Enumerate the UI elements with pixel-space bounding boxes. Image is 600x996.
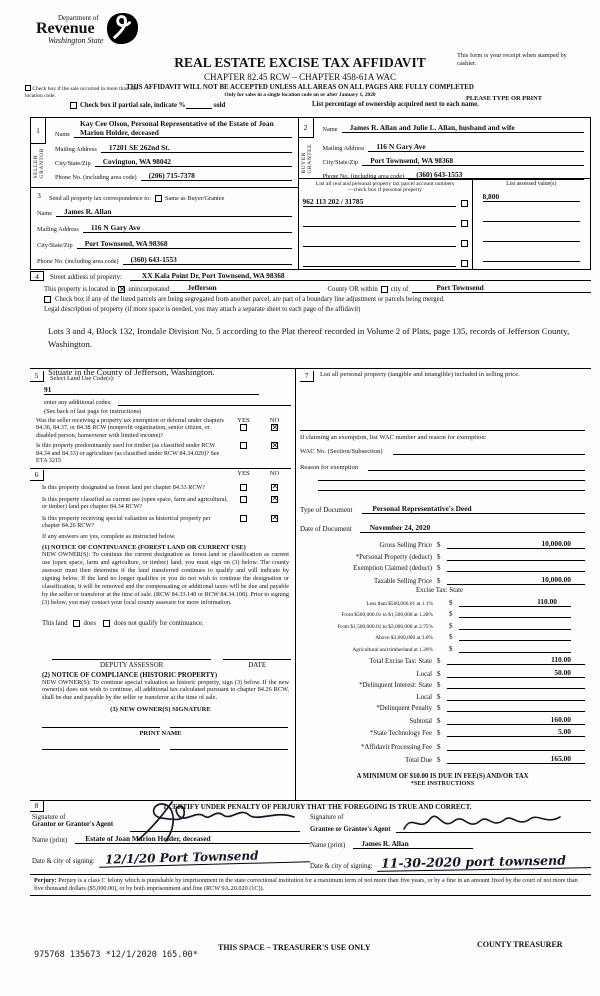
money-2-amount[interactable] — [447, 563, 585, 572]
partial-sale-percent-field[interactable] — [186, 101, 212, 109]
q5-no-header: NO — [269, 417, 280, 424]
if-yes-note: If any answers are yes, complete as instructed below. — [42, 533, 176, 541]
money-0-amount[interactable]: 10,000.00 — [447, 539, 585, 549]
q6-3-no-checkbox[interactable] — [271, 515, 278, 522]
section-8-number: 8 — [30, 801, 44, 812]
grantee-date-city-value[interactable]: 11-30-2020 port townsend — [377, 852, 592, 872]
parcel-row-3[interactable] — [303, 258, 456, 267]
money-15-label: Subtotal — [409, 717, 432, 725]
deputy-date-line[interactable] — [223, 659, 291, 660]
grantor-agent-label: Grantor or Grantor's Agent — [32, 821, 114, 828]
segregated-label: Check box if any of the listed parcels are being segregated from another parcel, are part of a boundary line adjustment or parcels being merged. — [55, 296, 445, 303]
grantee-agent-label: Grantee or Grantee's Agent — [310, 826, 391, 833]
s2-csz-label: City/State/Zip — [322, 159, 359, 166]
money-14-label: *Delinquent Penalty — [376, 705, 432, 712]
parties-box — [30, 117, 591, 270]
s2-name-label: Name — [322, 126, 338, 133]
revenue-swirl-icon — [106, 12, 139, 50]
money-3-label: Taxable Selling Price — [373, 577, 432, 585]
money-5-label: Less than $500,000.01 at 1.1% — [366, 600, 433, 607]
money-10-amount[interactable]: 110.00 — [447, 655, 585, 665]
money-15-amount[interactable]: 160.00 — [447, 715, 585, 725]
section-1-seller — [31, 118, 298, 188]
grantor-signature-of-label: Signature of — [32, 814, 66, 821]
section-4-number: 4 — [30, 271, 44, 281]
money-9-label: Agricultural and timberland at 1.28% — [352, 646, 433, 653]
partial-sale-sold-label: sold — [213, 102, 226, 109]
s3-mailing-label: Mailing Address — [37, 226, 79, 233]
treasurer-space-label: THIS SPACE – TREASURER'S USE ONLY — [218, 943, 371, 952]
legal-description-text[interactable]: Lots 3 and 4, Block 132, Irondale Division No. 5 according to the Plat thereof recorded in Volume 2 of Plats, page 135, records of Jefferson County, Washington. — [48, 326, 570, 349]
additional-codes-value[interactable] — [118, 398, 291, 406]
q5-2-text: Is this property predominantly used for timber (as classified under RCW 84.34 and 84.33) or agriculture (as classified under RCW 84.34.020)? See ETA 3215 — [36, 442, 220, 465]
section-7-header — [300, 371, 585, 382]
logo-revenue-text: Revenue — [36, 20, 95, 37]
s3-csz-label: City/State/Zip — [37, 242, 73, 249]
city-value[interactable]: Port Townsend — [412, 283, 591, 293]
doc-date-value[interactable]: November 24, 2020 — [360, 523, 585, 533]
money-12-label: *Delinquent Interest: State — [359, 682, 432, 689]
land-use-value[interactable]: 91 — [44, 385, 259, 395]
land-does-not-label: does not qualify for continuance. — [113, 619, 204, 627]
new-owner-signature-line-2[interactable] — [170, 727, 288, 728]
deputy-date-label: DATE — [248, 660, 267, 669]
form-title: REAL ESTATE EXCISE TAX AFFIDAVIT — [174, 55, 426, 70]
money-2-label: Exemption Claimed (deduct) — [353, 565, 432, 572]
form-chapter: CHAPTER 82.45 RCW – CHAPTER 458-61A WAC — [204, 72, 396, 82]
partial-sale-checkbox[interactable] — [70, 102, 77, 109]
new-owner-print-line-2[interactable] — [170, 749, 288, 750]
land-does-checkbox[interactable] — [73, 620, 80, 627]
money-10-label: Total Excise Tax: State — [369, 658, 432, 665]
s2-mailing-value[interactable]: 116 N Gary Ave — [368, 142, 584, 152]
money-6-label: From $500,000.01 to $1,500,000 at 1.28% — [341, 612, 433, 618]
s1-csz-label: City/State/Zip — [55, 160, 91, 167]
s1-name-line1[interactable]: Kay Cee Olson, Personal Representative of the Estate of Joan — [80, 119, 274, 128]
s3-name-value[interactable]: James R. Allan — [56, 207, 291, 217]
grantor-name-print-value[interactable]: Estate of Joan Marion Holder, deceased — [75, 834, 310, 844]
q6-no-header: NO — [269, 469, 280, 477]
q6-3-yes-checkbox[interactable] — [240, 515, 247, 522]
reason-extra-line-1[interactable] — [318, 480, 585, 481]
county-treasurer-label: COUNTY TREASURER — [477, 940, 563, 949]
receipt-note: This form is your receipt when stamped by cashier. — [457, 52, 567, 68]
buyer-grantee-side-label: BUYER GRANTEE — [300, 144, 313, 174]
notice-continuance-heading: (1) NOTICE OF CONTINUANCE (FOREST LAND OR CURRENT USE) — [42, 544, 246, 552]
q5-1-no-checkbox[interactable] — [271, 424, 278, 431]
deputy-assessor-signature-line[interactable] — [52, 659, 211, 660]
grantee-signature-of-label: Signature of — [310, 814, 344, 821]
s3-phone-label: Phone No. (including area code) — [37, 258, 119, 265]
same-as-buyer-label: Same as Buyer/Grantee — [164, 195, 225, 202]
street-address-label: Street address of property: — [50, 274, 122, 281]
notice-compliance-body: NEW OWNER(S): To continue special valuation as historic property, sign (3) below. If the new owner(s) does not wish to continue, all additional tax calculated pursuant to chapter 84.26 RCW, shall be due and payable by the seller or transferor at the time of sale. — [42, 678, 289, 702]
treasurer-stamp: 975768 135673 *12/1/2020 165.00* — [34, 950, 198, 960]
personal-property-blank-area[interactable] — [300, 382, 585, 430]
grantor-date-city-label: Date & city of signing: — [32, 858, 95, 865]
money-7-amount[interactable] — [459, 621, 571, 630]
notice-compliance-heading: (2) NOTICE OF COMPLIANCE (HISTORIC PROPERTY) — [42, 671, 218, 679]
grantee-name-print-label: Name (print) — [310, 842, 346, 849]
q5-2-no-checkbox[interactable] — [271, 442, 278, 449]
multi-location-label: Check box if the sale occurred in more than one location code. — [25, 86, 138, 99]
s1-name-line2[interactable]: Marion Holder, deceased — [74, 128, 291, 138]
s1-name-label: Name — [55, 131, 71, 138]
q6-3-text: Is this property receiving special valuation as historical property per chapter 84.26 RCW? — [42, 514, 211, 529]
ownership-note: List percentage of ownership acquired next to each name. — [312, 101, 479, 108]
section-3-correspondence — [31, 188, 298, 269]
parcel-header-line2: —check box if personal property — [348, 187, 422, 194]
grantee-date-city-label: Date & city of signing: — [310, 863, 373, 870]
section-1-number: 1 — [31, 118, 46, 144]
parcel-header-line1: List all real and personal property tax parcel account numbers — [315, 180, 455, 187]
personal-property-label: List all personal property (tangible and intangible) included in selling price. — [320, 371, 520, 378]
s2-phone-value[interactable]: (360) 643-1553 — [408, 170, 584, 180]
money-12-amount[interactable] — [447, 680, 585, 689]
legal-description-label: Legal description of property (if more space is needed, you may attach a separate sheet to each page of the affidavit) — [44, 306, 361, 313]
section-5-number: 5 — [30, 371, 44, 382]
reason-label: Reason for exemption — [300, 464, 359, 471]
q6-1-yes-checkbox[interactable] — [240, 484, 247, 491]
grantor-date-city-value[interactable]: 12/1/20 Port Townsend — [99, 847, 311, 868]
grantee-signature[interactable] — [400, 809, 565, 840]
s2-mailing-label: Mailing Address — [322, 145, 365, 152]
minimum-due-note: A MINIMUM OF $10.00 IS DUE IN FEE(S) AND/OR TAX — [356, 772, 529, 780]
section-8-signatures — [30, 800, 591, 896]
grantee-name-print-value[interactable]: James R. Allan — [353, 839, 473, 849]
section-2-number: 2 — [299, 118, 314, 138]
s3-name-label: Name — [37, 210, 53, 217]
grantee-signature-line[interactable] — [396, 821, 591, 833]
perjury-paragraph — [30, 874, 591, 896]
q5-1-text: Was the seller receiving a property tax exemption or deferral under chapters 84.36, 84.37, or 84.38 RCW (nonprofit organization, senior citizen, or disabled person, homeowner with limited income)? — [36, 417, 224, 439]
see-back-note: (See back of last page for instructions) — [44, 408, 142, 415]
money-13-label: Local — [416, 693, 432, 701]
money-18-amount[interactable]: 165.00 — [447, 754, 585, 764]
type-or-print-note: PLEASE TYPE OR PRINT — [466, 95, 543, 102]
county-value[interactable]: Jefferson — [170, 283, 320, 293]
county-or-label: County OR within — [327, 286, 378, 293]
located-in-label: This property is located in — [44, 286, 116, 293]
doc-type-value[interactable]: Personal Representative's Deed — [362, 504, 585, 514]
q6-2-no-checkbox[interactable] — [271, 496, 278, 503]
grantor-name-print-label: Name (print) — [32, 837, 68, 844]
money-8-amount[interactable] — [459, 632, 571, 641]
q6-2-yes-checkbox[interactable] — [240, 496, 247, 503]
wac-value[interactable] — [393, 446, 585, 455]
certify-statement: I CERTIFY UNDER PENALTY OF PERJURY THAT THE FOREGOING IS TRUE AND CORRECT. — [163, 803, 472, 811]
seller-grantor-side-label: SELLER GRANTOR — [33, 148, 46, 179]
q6-2-text: Is this property classified as current use (open space, farm and agricultural, or timber) land per chapter 84.34 RCW? — [42, 495, 228, 511]
money-17-label: *Affidavit Processing Fee — [361, 744, 432, 751]
money-0-label: Gross Selling Price — [379, 542, 432, 549]
assessed-row-3[interactable] — [483, 253, 580, 262]
money-9-amount[interactable] — [459, 644, 571, 653]
unincorporated-checkbox[interactable] — [118, 286, 125, 293]
dor-logo — [36, 14, 139, 50]
parcel-row-3-checkbox[interactable] — [461, 260, 468, 267]
parcel-row-1-checkbox[interactable] — [461, 220, 468, 227]
section-5-header — [30, 371, 291, 382]
city-checkbox[interactable] — [381, 286, 388, 293]
exemption-intro: If claiming an exemption, list WAC number and reason for exemption: — [300, 434, 487, 441]
s2-name-value[interactable]: James R. Allan and Julie L. Allan, husband and wife — [342, 123, 584, 133]
s3-phone-value[interactable]: (360) 643-1553 — [123, 255, 292, 265]
assessed-row-0[interactable]: 8,800 — [483, 192, 580, 202]
segregated-checkbox[interactable] — [44, 296, 51, 303]
perjury-label: Perjury: — [34, 877, 57, 884]
q5-1-yes-checkbox[interactable] — [240, 424, 247, 431]
land-does-not-checkbox[interactable] — [103, 620, 110, 627]
situate-text[interactable]: Situate in the County of Jefferson, Washington. — [48, 366, 215, 377]
section-7-number: 7 — [300, 371, 314, 382]
money-7-label: From $1,500,000.01 to $3,000,000 at 2.75% — [337, 623, 433, 630]
reason-value[interactable] — [368, 462, 585, 471]
parcel-row-0[interactable]: 962 113 202 / 31785 — [303, 197, 456, 207]
money-1-amount[interactable] — [447, 552, 585, 561]
land-use-label: Select Land Use Code(s): — [50, 375, 115, 382]
doc-type-label: Type of Document — [300, 506, 353, 514]
right-column — [296, 368, 591, 800]
money-16-label: *State Technology Fee — [369, 730, 432, 737]
tax-computation-table: Gross Selling Price $ 10,000.00 *Personal Property (deduct) $ Exemption Claimed (deduct) $ Taxable Selling Price $ 10,000.00 Excise Tax: State Less than $500,000.01 at 1.1% $ 110.00 From $500,000.01 to $1,500,000 at 1.28% $ From $1,500,000.01 to $3,000,000 at 2.75% $ Above $3,000,000 at 3.0% $ Agricultural and timberland at 1.28% $ Total Excise Tax: State $ 110.00 Local $ 50.00 *Delinquent Interest: State $ Local $ *Delinquent Penalty $ Subtotal $ 160.00 *State Technology Fee $ 5.00 *Affidavit Processing Fee $ Total Due $ 165.00 — [300, 539, 585, 764]
s3-csz-value[interactable]: Port Townsend, WA 98368 — [77, 239, 292, 249]
s3-mailing-value[interactable]: 116 N Gary Ave — [83, 223, 292, 233]
section-2-buyer — [299, 118, 590, 179]
s1-phone-label: Phone No. (including area code) — [55, 174, 137, 181]
logo-state-text: Washington State — [48, 36, 104, 46]
money-6-amount[interactable] — [459, 609, 571, 618]
this-land-label: This land — [42, 619, 68, 627]
money-8-label: Above $3,000,000 at 3.0% — [375, 635, 433, 641]
wac-label: WAC No. (Section/Subsection) — [300, 448, 383, 455]
parcel-row-1[interactable] — [303, 218, 456, 227]
q6-1-text: Is this property designated as forest land per chapter 84.33 RCW? — [42, 483, 206, 491]
money-4-label: Excise Tax: State — [416, 587, 463, 594]
perjury-text: Perjury is a class C felony which is punishable by imprisonment in the state correctional institution for a maximum term of not more than five years, or by a fine in an amount fixed by the court of not more than five thousand dollars ($5,000.00), or by both imprisonment and fine (RCW 9A.20.020 (1C)). — [34, 877, 578, 893]
money-11-amount[interactable]: 50.00 — [447, 668, 585, 678]
money-17-amount[interactable] — [447, 742, 585, 751]
money-13-amount[interactable] — [447, 692, 585, 701]
doc-date-label: Date of Document — [300, 525, 352, 533]
unincorporated-label: unincorporated — [128, 286, 170, 293]
parcel-row-0-checkbox[interactable] — [461, 200, 468, 207]
deputy-assessor-label: DEPUTY ASSESSOR — [99, 660, 164, 669]
money-5-amount[interactable]: 110.00 — [459, 597, 571, 607]
notice-continuance-body: NEW OWNER(S): To continue the current designation as forest land or classification as current use (open space, farm and agriculture, or timber) land, you must sign on (3) below. The county assessor must then determine if the land transferred continues to qualify and will indicate by signing below. If the land no longer qualifies or you do not wish to continue the designation or classification, it will be removed and the compensating or additional taxes will be due and payable by the seller or transferor at the time of sale. (RCW 84.33.140 or RCW 84.34.108). Prior to signing (3) below, you may contact your local county assessor for more information. — [42, 551, 289, 606]
s2-phone-label: Phone No. (including area code) — [322, 173, 405, 180]
assessed-header: List assessed value(s) — [506, 180, 557, 187]
multi-location-checkbox[interactable] — [25, 85, 31, 91]
money-11-label: Local — [416, 670, 432, 678]
money-18-label: Total Due — [405, 756, 432, 764]
s3-header: Send all property tax correspondence to: — [49, 195, 151, 202]
s1-phone-value[interactable]: (206) 715-7378 — [141, 171, 292, 181]
see-instructions-note: *SEE INSTRUCTIONS — [410, 779, 475, 787]
reason-extra-line-2[interactable] — [318, 490, 585, 491]
s2-csz-value[interactable]: Port Townsend, WA 98368 — [362, 156, 584, 166]
additional-codes-label: enter any additional codes: — [44, 399, 112, 406]
money-16-amount[interactable]: 5.00 — [447, 727, 585, 737]
s1-mailing-label: Mailing Address — [55, 146, 97, 153]
money-3-amount[interactable]: 10,000.00 — [447, 575, 585, 585]
city-of-label: city of — [390, 286, 409, 293]
s1-csz-value[interactable]: Covington, WA 98042 — [95, 157, 292, 167]
single-location-note: Only for sales in a single location code on or after January 1, 2020 — [224, 92, 376, 98]
section-4-property — [30, 271, 591, 377]
partial-sale-label: Check box if partial sale, indicate % — [80, 102, 186, 109]
land-does-label: does — [83, 619, 96, 627]
section-6-number: 6 — [30, 470, 44, 481]
left-column — [30, 368, 296, 800]
q6-yes-header: YES — [237, 469, 250, 477]
form-warning: THIS AFFIDAVIT WILL NOT BE ACCEPTED UNLESS ALL AREAS ON ALL PAGES ARE FULLY COMPLETED — [126, 84, 474, 91]
assessed-row-1[interactable] — [483, 213, 580, 222]
q5-2-yes-checkbox[interactable] — [240, 442, 247, 449]
print-name-label: PRINT NAME — [139, 730, 182, 738]
parcel-assessed-area — [299, 179, 590, 269]
q6-1-no-checkbox[interactable] — [271, 484, 278, 491]
street-address-value[interactable]: XX Kala Point Dr, Port Townsend, WA 98368 — [130, 271, 591, 281]
new-owner-signature-heading: (3) NEW OWNER(S) SIGNATURE — [110, 706, 211, 714]
money-14-amount[interactable] — [447, 703, 585, 712]
new-owner-signature-line-1[interactable] — [42, 727, 160, 728]
money-1-label: *Personal Property (deduct) — [355, 553, 432, 561]
grantor-signature[interactable] — [128, 800, 303, 847]
new-owner-print-line-1[interactable] — [42, 749, 160, 750]
q5-yes-header: YES — [237, 417, 250, 424]
same-as-buyer-checkbox[interactable] — [155, 195, 162, 202]
s1-mailing-value[interactable]: 17201 SE 262nd St. — [101, 143, 292, 153]
section-3-number: 3 — [37, 191, 41, 200]
parcel-row-2[interactable] — [303, 238, 456, 247]
assessed-row-2[interactable] — [483, 233, 580, 242]
parcel-row-2-checkbox[interactable] — [461, 240, 468, 247]
logo-dept-text: Department of — [58, 14, 99, 22]
